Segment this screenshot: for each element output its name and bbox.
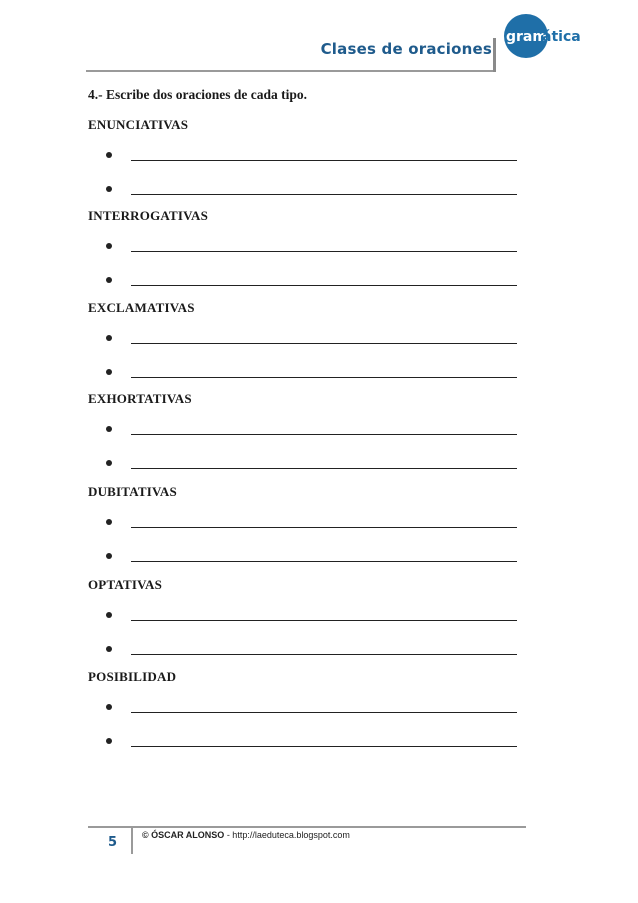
answer-line-2[interactable]	[106, 457, 518, 471]
bullet-icon	[106, 646, 112, 652]
section-title: EXHORTATIVAS	[88, 391, 192, 406]
blank-line	[131, 251, 517, 252]
footer-divider-vertical	[131, 826, 133, 854]
bullet-icon	[106, 369, 112, 375]
answer-line-1[interactable]	[106, 332, 518, 346]
section-exclamativas	[88, 299, 528, 317]
answer-line-2[interactable]	[106, 366, 518, 380]
blank-line	[131, 712, 517, 713]
blank-line	[131, 527, 517, 528]
section-title: EXCLAMATIVAS	[88, 300, 195, 315]
blank-line	[131, 434, 517, 435]
logo-text-gram: gram	[506, 29, 547, 45]
section-title: OPTATIVAS	[88, 577, 163, 592]
blank-line	[131, 468, 517, 469]
footer-author: © ÓSCAR ALONSO	[142, 830, 225, 840]
answer-line-1[interactable]	[106, 423, 518, 437]
answer-line-1[interactable]	[106, 609, 518, 623]
bullet-icon	[106, 460, 112, 466]
section-enunciativas	[88, 116, 528, 134]
header-divider-vertical	[493, 38, 496, 72]
section-title: DUBITATIVAS	[88, 484, 177, 499]
answer-line-1[interactable]	[106, 149, 518, 163]
bullet-icon	[106, 553, 112, 559]
bullet-icon	[106, 186, 112, 192]
bullet-icon	[106, 243, 112, 249]
blank-line	[131, 285, 517, 286]
answer-line-2[interactable]	[106, 274, 518, 288]
document-title: Clases de oraciones	[320, 40, 492, 58]
gramatica-logo	[498, 10, 608, 60]
header-divider-horizontal	[86, 70, 493, 72]
bullet-icon	[106, 277, 112, 283]
section-optativas	[88, 576, 528, 594]
answer-line-2[interactable]	[106, 183, 518, 197]
section-title: ENUNCIATIVAS	[88, 117, 189, 132]
bullet-icon	[106, 426, 112, 432]
answer-line-1[interactable]	[106, 240, 518, 254]
answer-line-1[interactable]	[106, 516, 518, 530]
bullet-icon	[106, 738, 112, 744]
section-title: POSIBILIDAD	[88, 669, 177, 684]
section-posibilidad	[88, 668, 528, 686]
footer-credit	[142, 830, 350, 840]
bullet-icon	[106, 335, 112, 341]
blank-line	[131, 746, 517, 747]
answer-line-2[interactable]	[106, 643, 518, 657]
answer-line-2[interactable]	[106, 550, 518, 564]
bullet-icon	[106, 152, 112, 158]
footer-url[interactable]: - http://laeduteca.blogspot.com	[224, 830, 350, 840]
blank-line	[131, 194, 517, 195]
blank-line	[131, 561, 517, 562]
section-exhortativas	[88, 390, 528, 408]
logo-text-atica: ática	[542, 29, 581, 45]
blank-line	[131, 343, 517, 344]
section-interrogativas	[88, 207, 528, 225]
exercise-instruction: 4.- Escribe dos oraciones de cada tipo.	[88, 87, 307, 102]
blank-line	[131, 160, 517, 161]
blank-line	[131, 377, 517, 378]
bullet-icon	[106, 519, 112, 525]
blank-line	[131, 654, 517, 655]
section-dubitativas	[88, 483, 528, 501]
bullet-icon	[106, 612, 112, 618]
footer-divider	[88, 826, 526, 828]
section-title: INTERROGATIVAS	[88, 208, 209, 223]
blank-line	[131, 620, 517, 621]
answer-line-1[interactable]	[106, 701, 518, 715]
page-number: 5	[108, 835, 118, 850]
bullet-icon	[106, 704, 112, 710]
answer-line-2[interactable]	[106, 735, 518, 749]
